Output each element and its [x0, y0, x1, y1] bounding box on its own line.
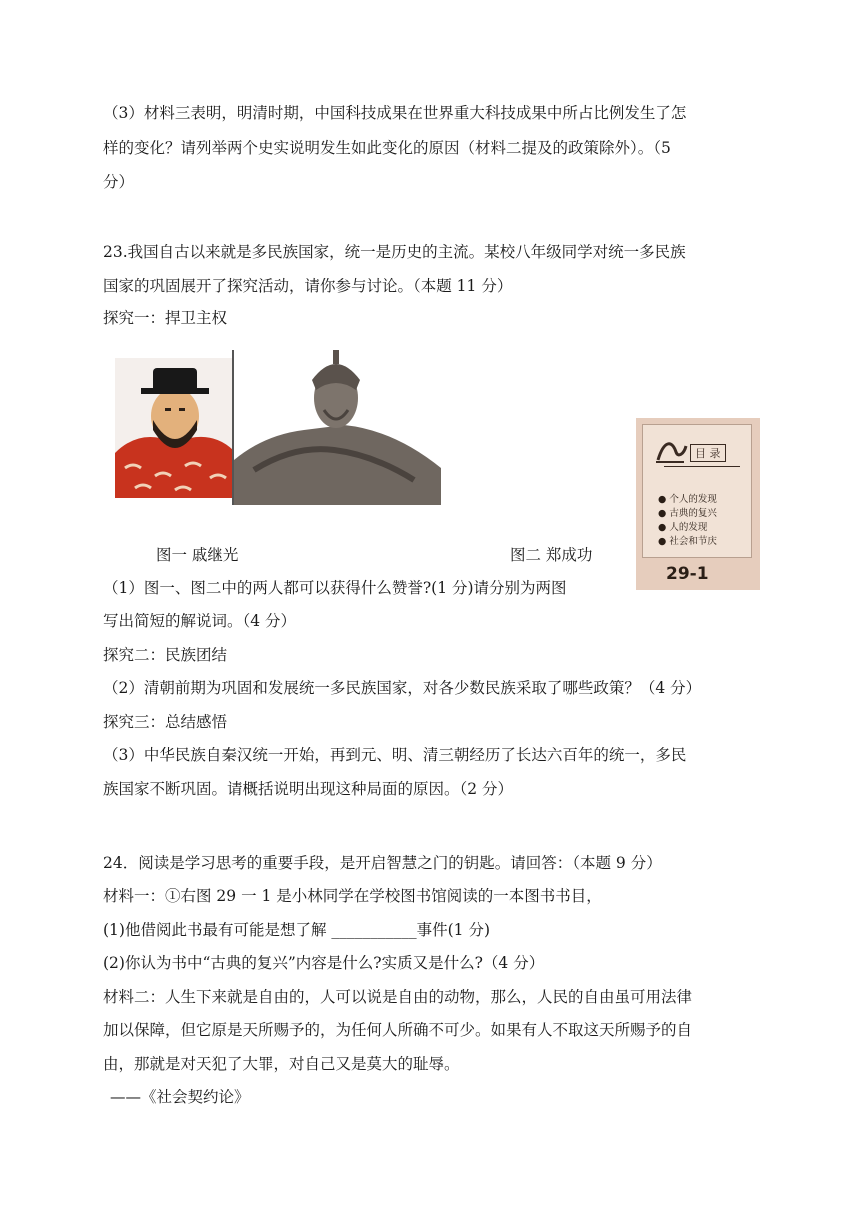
- q24-1: (1)他借阅此书最有可能是想了解 ___________事件(1 分): [103, 921, 491, 939]
- q24-material2-line2: 加以保障，但它原是天所赐予的，为任何人所确不可少。如果有人不取这天所赐予的自: [103, 1021, 693, 1039]
- q23-1-line2: 写出简短的解说词。（4 分）: [103, 612, 297, 630]
- q23-3-line2: 族国家不断巩固。请概括说明出现这种局面的原因。（2 分）: [103, 780, 514, 798]
- q23-explore2-heading: 探究二：民族团结: [103, 646, 228, 664]
- q22-3-line2: 样的变化？请列举两个史实说明发生如此变化的原因（材料二提及的政策除外）。（5: [103, 139, 671, 157]
- q22-3-line1: （3）材料三表明，明清时期，中国科技成果在世界重大科技成果中所占比例发生了怎: [103, 104, 687, 122]
- q23-2: （2）清朝前期为巩固和发展统一多民族国家，对各少数民族采取了哪些政策？（4 分）: [103, 679, 702, 697]
- q24-material2-line1: 材料二：人生下来就是自由的，人可以说是自由的动物，那么，人民的自由虽可用法律: [103, 988, 693, 1006]
- q24-intro: 24．阅读是学习思考的重要手段，是开启智慧之门的钥匙。请回答：（本题 9 分）: [103, 854, 662, 872]
- book-figure-number: 29-1: [666, 564, 709, 584]
- q24-source: ——《社会契约论》: [110, 1088, 250, 1106]
- book-item-3: ● 人的发现: [658, 522, 708, 533]
- q24-2: (2)你认为书中“古典的复兴”内容是什么?实质又是什么?（4 分）: [103, 954, 545, 972]
- figure-book-29-1: [636, 418, 760, 590]
- figure-qi-jiguang: [115, 358, 233, 498]
- q23-1-line1: （1）图一、图二中的两人都可以获得什么赞誉?(1 分)请分别为两图: [103, 579, 567, 597]
- q23-explore3-heading: 探究三：总结感悟: [103, 713, 228, 731]
- book-item-4: ● 社会和节庆: [658, 536, 717, 547]
- q24-material2-line3: 由，那就是对天犯了大罪，对自己又是莫大的耻辱。: [103, 1055, 460, 1073]
- q23-intro-line1: 23.我国自古以来就是多民族国家，统一是历史的主流。某校八年级同学对统一多民族: [103, 243, 686, 261]
- q24-material1: 材料一：①右图 29 一 1 是小林同学在学校图书馆阅读的一本图书书目，: [103, 887, 602, 905]
- q23-intro-line2: 国家的巩固展开了探究活动，请你参与讨论。（本题 11 分）: [103, 277, 513, 295]
- figure-zheng-chenggong: [234, 350, 441, 505]
- q23-3-line1: （3）中华民族自秦汉统一开始，再到元、明、清三朝经历了长达六百年的统一，多民: [103, 746, 687, 764]
- book-item-1: ● 个人的发现: [658, 494, 717, 505]
- q22-3-line3: 分）: [103, 173, 135, 191]
- figure1-caption: 图一 戚继光: [156, 546, 239, 564]
- book-title: 目 录: [690, 444, 726, 462]
- q23-explore1-heading: 探究一：捍卫主权: [103, 309, 228, 327]
- book-logo-icon: [654, 438, 688, 464]
- figure2-caption: 图二 郑成功: [510, 546, 593, 564]
- book-item-2: ● 古典的复兴: [658, 508, 717, 519]
